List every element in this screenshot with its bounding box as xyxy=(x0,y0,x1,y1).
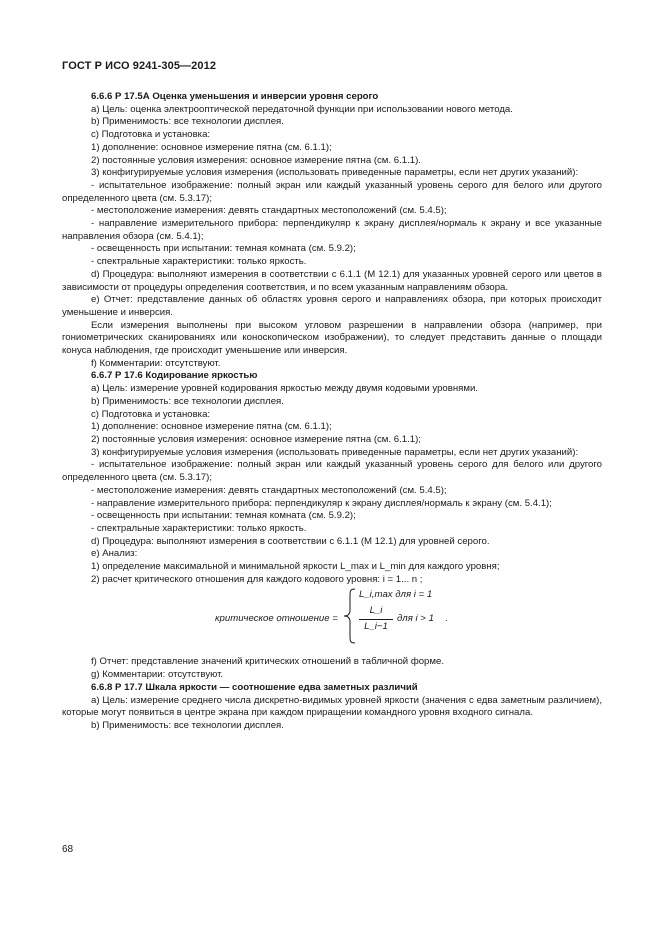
paragraph: b) Применимость: все технологии дисплея. xyxy=(91,116,284,128)
paragraph: c) Подготовка и установка: xyxy=(91,408,211,420)
page-number: 68 xyxy=(62,844,74,855)
document-header: ГОСТ Р ИСО 9241-305—2012 xyxy=(62,60,217,72)
critical-ratio-formula xyxy=(62,588,602,652)
paragraph: 3) конфигурируемые условия измерения (использовать приведенные параметры, если нет других указаний): xyxy=(91,167,579,179)
paragraph: c) Подготовка и установка: xyxy=(91,129,211,141)
paragraph: b) Применимость: все технологии дисплея. xyxy=(91,395,284,407)
paragraph: - местоположение измерения: девять стандартных местоположений (см. 5.4.5); xyxy=(91,484,447,496)
paragraph: f) Отчет: представление значений критических отношений в табличной форме. xyxy=(91,656,444,668)
post-formula-text xyxy=(62,656,602,732)
paragraph: - спектральные характеристики: только яркость. xyxy=(91,256,307,268)
paragraph: 1) дополнение: основное измерение пятна (см. 6.1.1); xyxy=(91,141,332,153)
paragraph: a) Цель: измерение уровней кодирования яркостью между двумя кодовыми уровнями. xyxy=(91,383,478,395)
paragraph: a) Цель: оценка электрооптической передаточной функции при использовании нового метода. xyxy=(91,103,513,115)
paragraph: - испытательное изображение: полный экран или каждый указанный уровень серого для белого или другого определенного цвета (см. 5.3.17); xyxy=(62,459,602,484)
paragraph: g) Комментарии: отсутствуют. xyxy=(91,669,224,681)
pre-formula-text xyxy=(62,91,602,586)
paragraph: 2) расчет критического отношения для каждого кодового уровня: i = 1... n ; xyxy=(91,573,423,585)
paragraph: e) Отчет: представление данных об областях уровня серого и направлениях обзора, при которых происходит уменьшение и инверсия. xyxy=(62,294,602,318)
formula-label: критическое отношение = xyxy=(215,613,338,625)
paragraph: 2) постоянные условия измерения: основное измерение пятна (см. 6.1.1). xyxy=(91,154,421,166)
paragraph: b) Применимость: все технологии дисплея. xyxy=(91,719,284,731)
paragraph: d) Процедура: выполняют измерения в соответствии с 6.1.1 (М 12.1) для уровней серого. xyxy=(91,535,490,547)
section-heading: 6.6.6 Р 17.5А Оценка уменьшения и инверсии уровня серого xyxy=(91,91,379,102)
paragraph: - местоположение измерения: девять стандартных местоположений (см. 5.4.5); xyxy=(91,205,447,217)
paragraph: - освещенность при испытании: темная комната (см. 5.9.2); xyxy=(91,243,356,255)
paragraph: a) Цель: измерение среднего числа дискретно-видимых уровней яркости (значения с едва заметным различием), которые могут появиться в центре экрана при каждом приращении командного уровня входного сигнала. xyxy=(62,694,602,719)
paragraph: - направление измерительного прибора: перпендикуляр к экрану дисплея/нормаль к экрану (см. 5.4.1); xyxy=(91,497,552,509)
paragraph: 3) конфигурируемые условия измерения (использовать приведенные параметры, если нет других указаний): xyxy=(91,446,579,458)
formula-case-2-condition: для i > 1 xyxy=(397,613,434,625)
section-heading: 6.6.8 Р 17.7 Шкала яркости — соотношение едва заметных различий xyxy=(91,681,418,693)
formula-case-1: L_i,max для i = 1 xyxy=(359,589,433,601)
formula-end: . xyxy=(445,613,448,625)
paragraph: e) Анализ: xyxy=(91,548,138,560)
paragraph: - направление измерительного прибора: перпендикуляр к экрану дисплея/нормаль к экрану и все указанные направления обзора (см. 5.4.1); xyxy=(62,218,602,242)
section-heading: 6.6.7 Р 17.6 Кодирование яркостью xyxy=(91,370,258,382)
paragraph: 1) определение максимальной и минимальной яркости L_max и L_min для каждого уровня; xyxy=(91,561,500,573)
fraction-numerator: L_i xyxy=(369,605,383,617)
document-body xyxy=(62,91,602,733)
paragraph: Если измерения выполнены при высоком угловом разрешении в направлении обзора (например, при гониометрических сканированиях или коноскопическом изображении), то следует представить данные о площади конуса наблюдения, где происходит уменьшение или инверсия. xyxy=(62,319,602,357)
fraction-denominator: L_i−1 xyxy=(359,619,393,634)
paragraph: - освещенность при испытании: темная комната (см. 5.9.2); xyxy=(91,510,356,522)
left-brace-icon xyxy=(343,588,357,644)
paragraph: f) Комментарии: отсутствуют. xyxy=(91,357,221,369)
paragraph: d) Процедура: выполняют измерения в соответствии с 6.1.1 (М 12.1) для указанных уровней серого или цветов в зависимости от процедуры определения соответствия, и по всем указанным направлениям обзора. xyxy=(62,268,602,293)
paragraph: 1) дополнение: основное измерение пятна (см. 6.1.1); xyxy=(91,421,332,433)
paragraph: 2) постоянные условия измерения: основное измерение пятна (см. 6.1.1); xyxy=(91,433,421,445)
paragraph: - испытательное изображение: полный экран или каждый указанный уровень серого для белого или другого определенного цвета (см. 5.3.17); xyxy=(62,179,602,204)
paragraph: - спектральные характеристики: только яркость. xyxy=(91,522,307,534)
formula-case-2-fraction xyxy=(359,605,393,633)
